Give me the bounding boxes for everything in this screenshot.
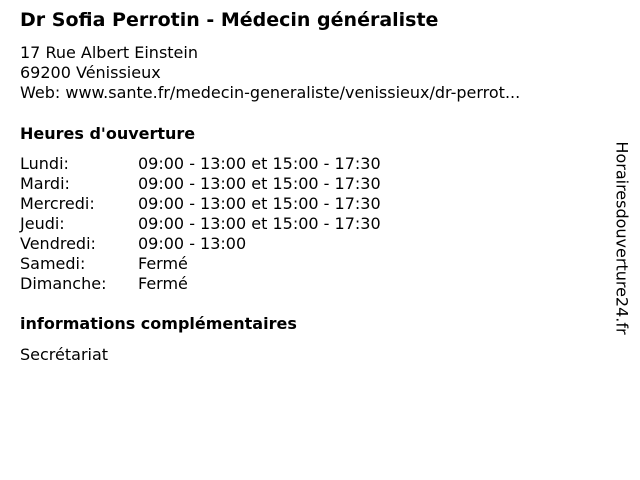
day-label: Mercredi: <box>20 194 95 213</box>
hours-row-thursday <box>20 214 381 234</box>
time-value: Fermé <box>138 274 188 293</box>
address-block <box>20 43 520 103</box>
day-label: Jeudi: <box>20 214 65 233</box>
additional-info-text: Secrétariat <box>20 345 109 364</box>
hours-row-friday <box>20 234 381 254</box>
hours-row-wednesday <box>20 194 381 214</box>
address-city: 69200 Vénissieux <box>20 63 161 82</box>
hours-row-sunday <box>20 274 381 294</box>
hours-row-saturday <box>20 254 381 274</box>
time-value: 09:00 - 13:00 et 15:00 - 17:30 <box>138 214 381 233</box>
day-label: Dimanche: <box>20 274 107 293</box>
time-value: 09:00 - 13:00 <box>138 234 247 253</box>
time-value: 09:00 - 13:00 et 15:00 - 17:30 <box>138 194 381 213</box>
site-watermark: Horairesdouverture24.fr <box>612 141 632 335</box>
additional-info-heading: informations complémentaires <box>20 314 297 333</box>
time-value: 09:00 - 13:00 et 15:00 - 17:30 <box>138 154 381 173</box>
opening-hours-heading: Heures d'ouverture <box>20 124 196 143</box>
website-link[interactable]: Web: www.sante.fr/medecin-generaliste/venissieux/dr-perrot... <box>20 83 521 102</box>
opening-hours-table <box>20 154 381 294</box>
time-value: Fermé <box>138 254 188 273</box>
time-value: 09:00 - 13:00 et 15:00 - 17:30 <box>138 174 381 193</box>
day-label: Lundi: <box>20 154 69 173</box>
day-label: Mardi: <box>20 174 70 193</box>
hours-row-tuesday <box>20 174 381 194</box>
page-title: Dr Sofia Perrotin - Médecin généraliste <box>20 9 439 31</box>
hours-row-monday <box>20 154 381 174</box>
day-label: Vendredi: <box>20 234 96 253</box>
day-label: Samedi: <box>20 254 86 273</box>
address-street: 17 Rue Albert Einstein <box>20 43 198 62</box>
